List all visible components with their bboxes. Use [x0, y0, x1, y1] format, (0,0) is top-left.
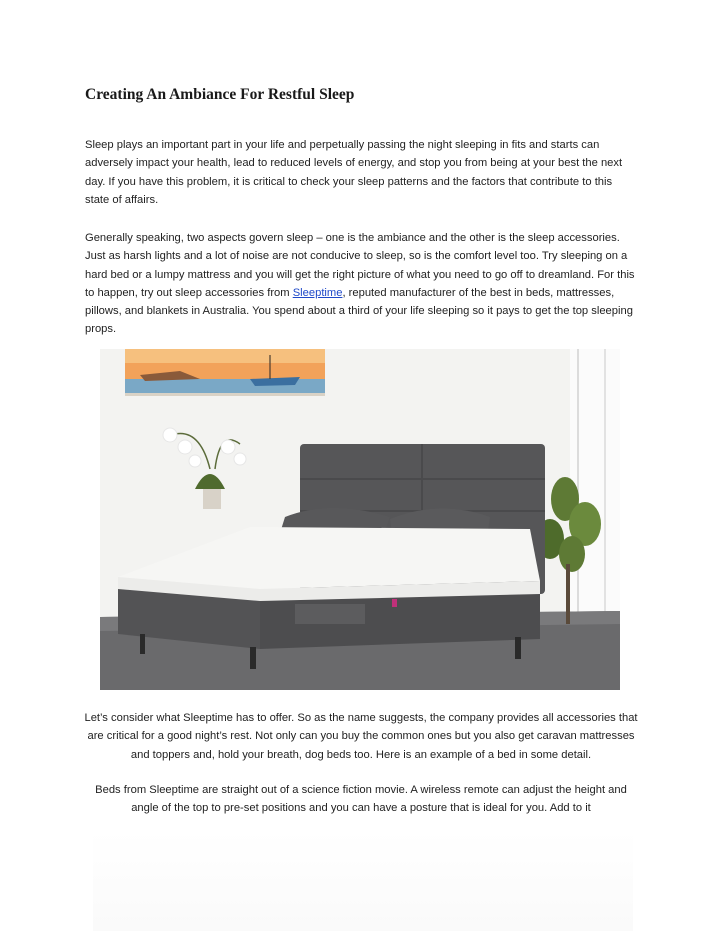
paragraph-aspects-text-after: , reputed manufacturer of the best in beds, mattresses, pillows, and blankets in Australia. You spend about a third of your life sleeping so it pays to get the top sleeping props. [85, 286, 633, 336]
painting [125, 349, 325, 396]
paragraph-offerings: Let’s consider what Sleeptime has to offer. So as the name suggests, the company provides all accessories that are critical for a good night’s rest. Not only can you buy the common ones but you also get caravan mattresses and toppers and, hold your breath, dog beds too. Here is an example of a bed in some detail. [84, 712, 638, 761]
paragraph-aspects [85, 229, 637, 339]
paragraph-intro: Sleep plays an important part in your life and perpetually passing the night sleeping in fits and starts can adversely impact your health, lead to reduced levels of energy, and stop you from being at your best the next day. If you have this problem, it is critical to check your sleep patterns and the factors that contribute to this state of affairs. [85, 139, 623, 206]
document-title: Creating An Ambiance For Restful Sleep [85, 86, 355, 103]
paragraph-features: Beds from Sleeptime are straight out of a science fiction movie. A wireless remote can adjust the height and angle of the top to pre-set positions and you can have a posture that is ideal for you. Add to it [95, 784, 627, 815]
bed-photo [100, 349, 620, 690]
sleeptime-link[interactable]: Sleeptime [292, 286, 343, 299]
paragraph-aspects-text-before: Generally speaking, two aspects govern sleep – one is the ambiance and the other is the sleep accessories. Just as harsh lights and a lot of noise are not conducive to sleep, so is the comfort level too. Try sleeping on a hard bed or a lumpy mattress and you will get the right picture of what you need to go off to dreamland. For this to happen, try out sleep accessories from [85, 232, 635, 299]
page-bottom-fade [93, 830, 633, 931]
